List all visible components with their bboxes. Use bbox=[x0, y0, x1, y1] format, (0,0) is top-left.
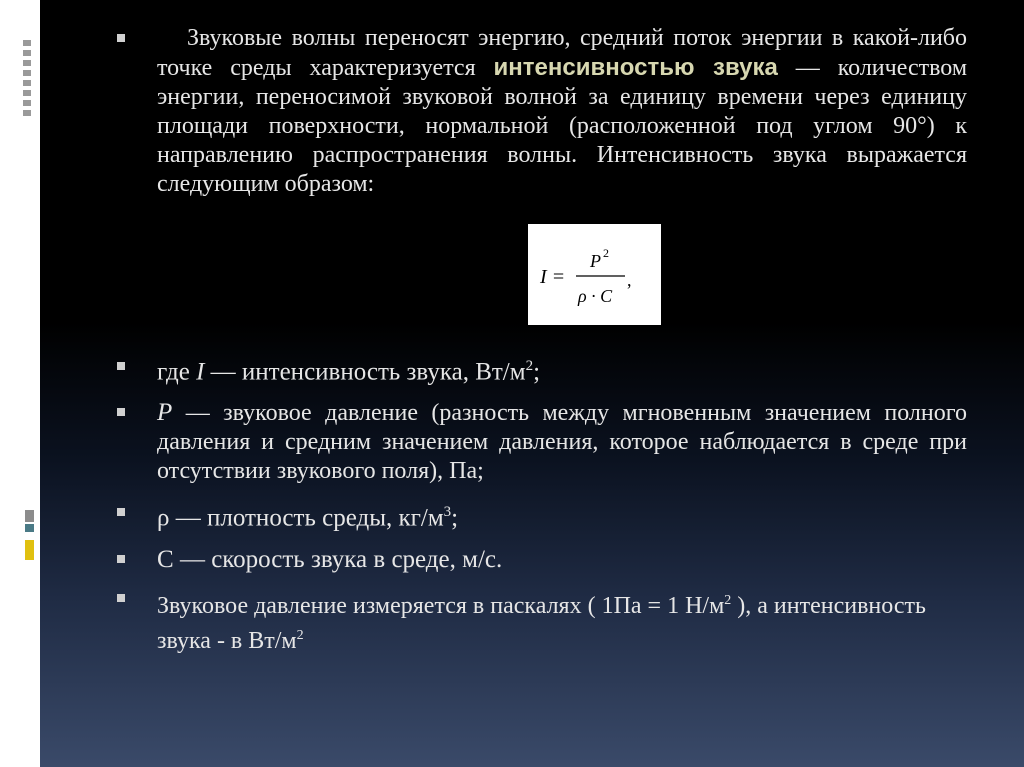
item-symbol: C bbox=[157, 545, 174, 573]
intro-text-2: — количеством энергии, переносимой звуковой волной за единицу времени через единицу площади поверхности, нормальной (расположенной под углом 90°) к направлению распространения волны. Интенсивность звука выражается следующим образом: bbox=[157, 55, 968, 197]
deco-block-teal bbox=[25, 524, 34, 532]
bullet-marker bbox=[117, 555, 125, 563]
list-item bbox=[117, 545, 967, 574]
bullet-marker bbox=[117, 34, 125, 42]
left-white-strip bbox=[0, 0, 40, 767]
formula-numerator-exponent: 2 bbox=[603, 246, 609, 260]
paragraph-intro bbox=[117, 24, 967, 199]
item-sup: 2 bbox=[525, 358, 534, 374]
item-suffix: ; bbox=[451, 504, 459, 532]
item-text: — скорость звука в среде, м/с. bbox=[173, 545, 503, 573]
pressure-sup-1: 2 bbox=[724, 592, 732, 608]
formula-comma: , bbox=[627, 270, 632, 290]
formula-image bbox=[528, 224, 661, 325]
slide-decoration bbox=[40, 0, 80, 767]
item-sup: 3 bbox=[443, 504, 452, 521]
intensity-highlight: интенсивностью звука bbox=[493, 54, 778, 81]
list-item bbox=[117, 586, 967, 656]
bullet-marker bbox=[117, 408, 125, 416]
definitions-list bbox=[117, 352, 967, 656]
bullet-marker bbox=[117, 362, 125, 370]
item-symbol: ρ bbox=[157, 504, 170, 532]
bullet-marker bbox=[117, 508, 125, 516]
deco-block-gray bbox=[25, 510, 34, 522]
deco-block-yellow bbox=[25, 540, 34, 560]
item-text: — звуковое давление (разность между мгновенным значением полного давления и средним значением давления, которое наблюдается в среде при отсутствии звукового поля), Па; bbox=[157, 400, 967, 485]
list-item bbox=[117, 498, 967, 532]
bullet-marker bbox=[117, 594, 125, 602]
formula-numerator: P bbox=[590, 251, 601, 271]
item-text: — интенсивность звука, Вт/м bbox=[204, 358, 526, 386]
item-text: — плотность среды, кг/м bbox=[169, 504, 444, 532]
list-item bbox=[117, 398, 967, 486]
formula-denominator: ρ · C bbox=[578, 286, 613, 306]
formula-lhs: I = bbox=[540, 266, 566, 288]
item-suffix: ; bbox=[533, 358, 541, 386]
item-symbol: P bbox=[157, 399, 173, 427]
deco-bars-top bbox=[23, 40, 31, 120]
intro-text-1: Звуковые волны переносят энергию, средний поток энергии в какой-либо точке среды характеризуется bbox=[157, 25, 967, 81]
pressure-text-2: ), а интенсивность звука - в Вт/м bbox=[157, 592, 926, 654]
slide-content bbox=[117, 24, 967, 199]
pressure-sup-2: 2 bbox=[296, 627, 304, 643]
item-symbol: I bbox=[196, 358, 205, 386]
pressure-text-1: Звуковое давление измеряется в паскалях ( 1Па = 1 Н/м bbox=[157, 592, 725, 619]
list-item bbox=[117, 352, 967, 386]
item-prefix: где bbox=[157, 358, 197, 386]
